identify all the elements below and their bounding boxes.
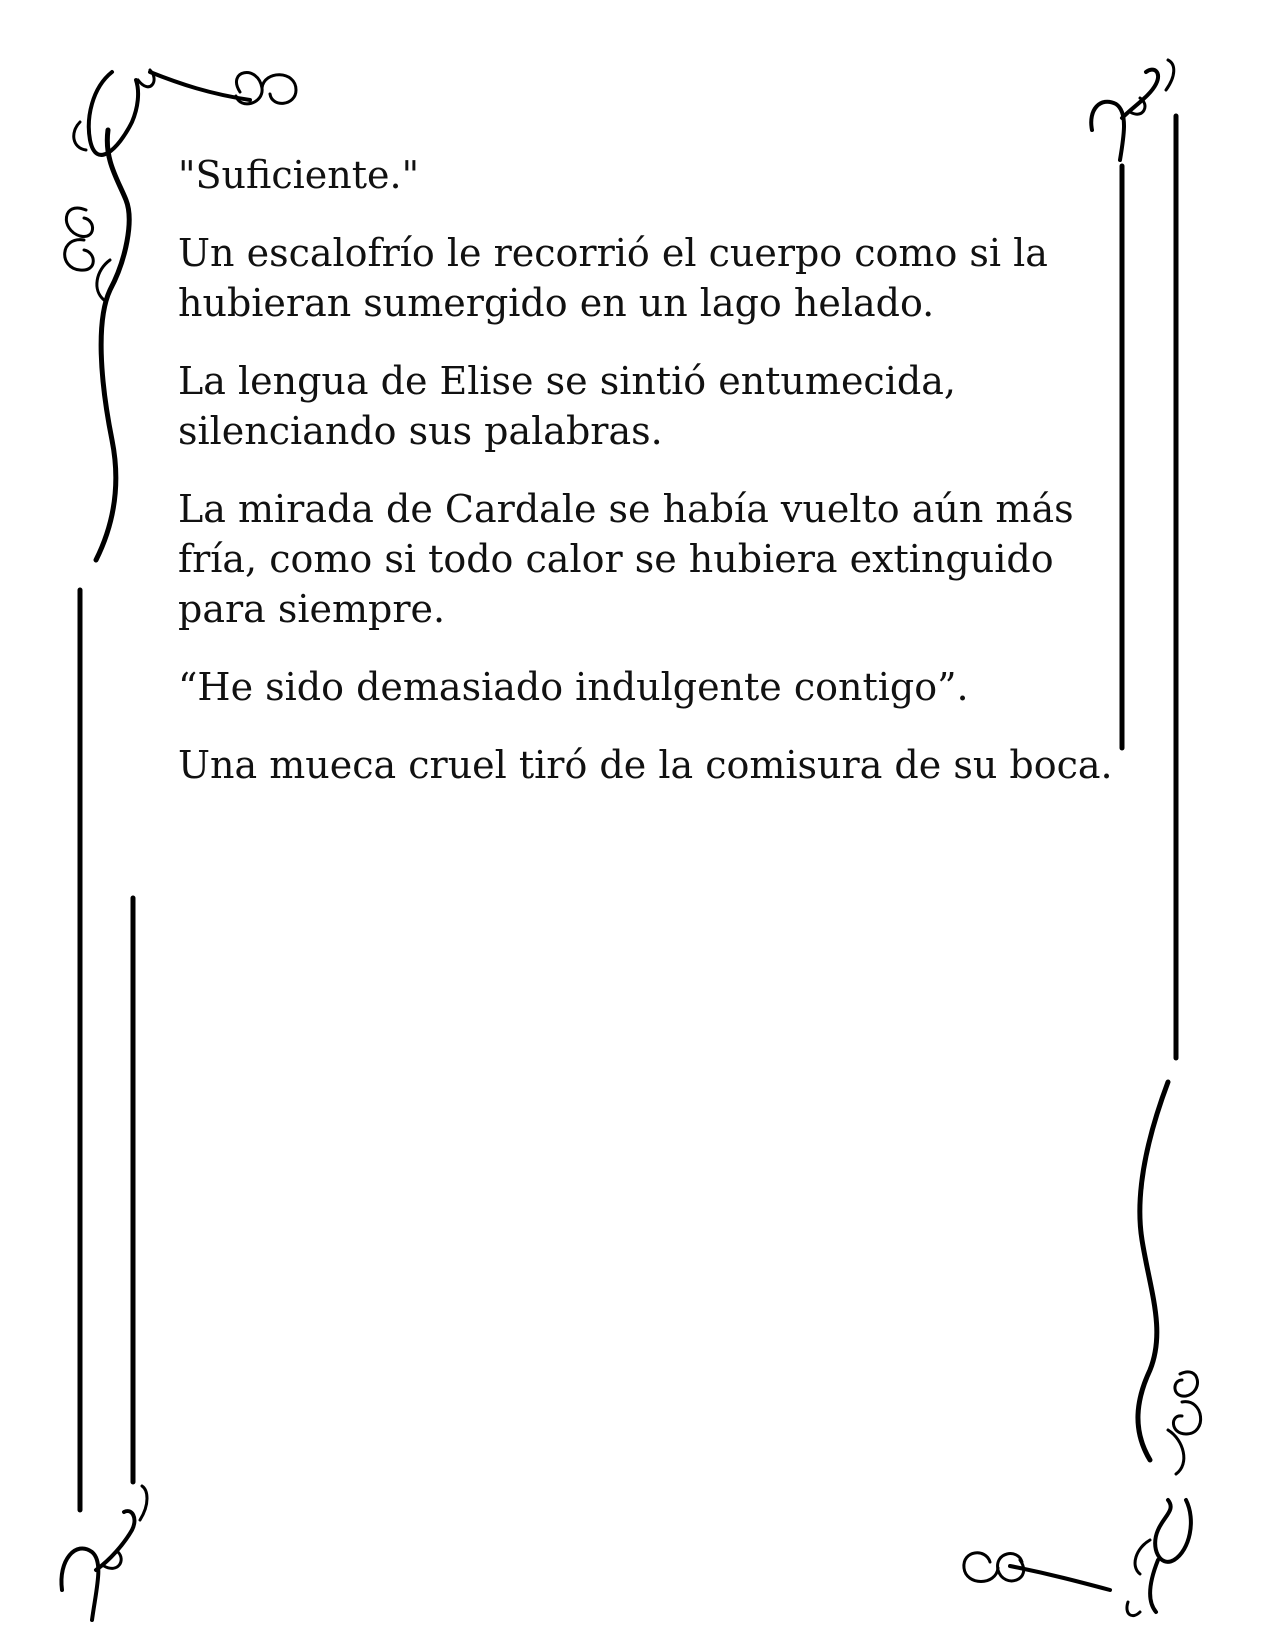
paragraph-4: La mirada de Cardale se había vuelto aún más fría, como si todo calor se hubiera extinguido para siempre. xyxy=(178,487,1074,631)
paragraph-1: "Suficiente." xyxy=(178,153,420,197)
paragraph-3: La lengua de Elise se sintió entumecida, silenciando sus palabras. xyxy=(178,359,956,453)
paragraph-5: “He sido demasiado indulgente contigo”. xyxy=(178,665,969,709)
body-text xyxy=(178,150,1118,818)
bottom-left-flourish-icon xyxy=(61,1486,147,1620)
paragraph-6: Una mueca cruel tiró de la comisura de su boca. xyxy=(178,743,1113,787)
top-right-flourish-icon xyxy=(1091,60,1174,160)
paragraph-2: Un escalofrío le recorrió el cuerpo como si la hubieran sumergido en un lago helado. xyxy=(178,231,1048,325)
bottom-right-flourish-icon xyxy=(964,1082,1201,1616)
